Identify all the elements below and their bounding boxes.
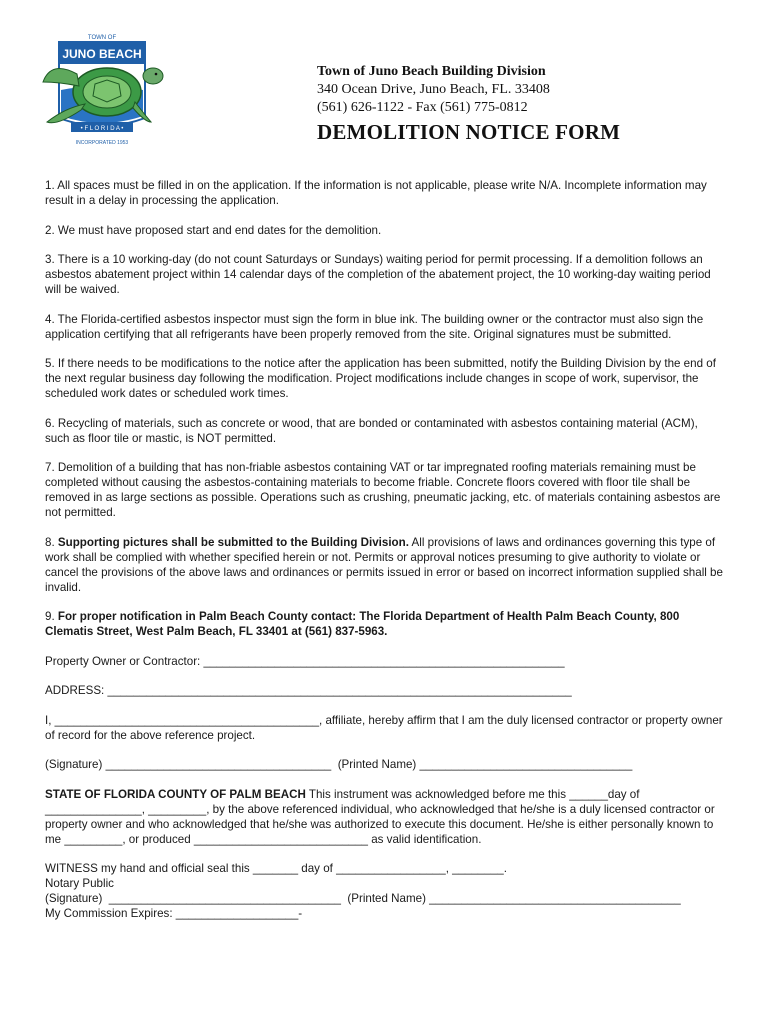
instruction-8-text: All provisions of laws and ordinances governing this type of work shall be complied with whether specified herein or not. Permits or approval notices presuming to give authority to violate or cancel the provisions of the above laws and ordinances or permits issued in error or based on incorrect information supplied shall be invalid. (45, 535, 723, 594)
state-acknowledgement (45, 787, 725, 847)
town-logo (37, 30, 167, 150)
owner-contractor-field[interactable]: Property Owner or Contractor: ________________________________________________________ (45, 654, 565, 668)
page-title: DEMOLITION NOTICE FORM (317, 120, 621, 144)
notary-signature-field[interactable]: (Signature) ____________________________________ (Printed Name) _______________________________________ (45, 892, 681, 905)
form-header (317, 62, 737, 145)
instruction-2: 2. We must have proposed start and end dates for the demolition. (45, 223, 382, 237)
logo-state-text: • F L O R I D A • (80, 126, 124, 132)
org-address: 340 Ocean Drive, Juno Beach, FL. 33408 (317, 82, 550, 97)
instruction-8-number: 8. (45, 535, 58, 549)
instruction-9-number: 9. (45, 610, 58, 623)
commission-expires-field[interactable]: My Commission Expires: ___________________- (45, 907, 303, 920)
affirmation-field[interactable]: I, _________________________________________, affiliate, hereby affirm that I am the duly licensed contractor or property owner of record for the above reference project. (45, 713, 726, 742)
address-field[interactable]: ADDRESS: ________________________________________________________________________ (45, 684, 572, 697)
instruction-5: 5. If there needs to be modifications to the notice after the application has been submitted, notify the Building Division by the end of the next regular business day following the modification. Project modifications include changes in scope of work, supervisor, the scheduled work dates or scheduled work times. (45, 357, 716, 400)
org-name: Town of Juno Beach Building Division (317, 64, 546, 79)
notary-public-label: Notary Public (45, 877, 114, 890)
form-body (45, 178, 725, 921)
instruction-9-bold: For proper notification in Palm Beach County contact: The Florida Department of Health Palm Beach County, 800 Clematis Street, West Palm Beach, FL 33401 at (561) 837-5963. (45, 610, 680, 638)
instruction-6: 6. Recycling of materials, such as concrete or wood, that are bonded or contaminated with asbestos containing material (ACM), such as floor tile or mastic, is NOT permitted. (45, 416, 698, 445)
logo-name-text: JUNO BEACH (62, 47, 142, 61)
instruction-1: 1. All spaces must be filled in on the application. If the information is not applicable, please write N/A. Incomplete information may result in a delay in processing the application. (45, 179, 707, 207)
state-acknowledgement-text[interactable]: This instrument was acknowledged before me this ______day of _______________, _________, by the above referenced individual, who acknowledged that he/she is a duly licensed contractor or property owner and who acknowledged that he/she was authorized to execute this document. He/she is either personally known to me _________, or produced ___________________________ as valid identification. (45, 787, 715, 846)
instruction-4: 4. The Florida-certified asbestos inspector must sign the form in blue ink. The building owner or the contractor must also sign the application certifying that all refrigerants have been properly removed from the site. Original signatures must be submitted. (45, 312, 704, 341)
instruction-8 (45, 535, 725, 595)
signature-field[interactable]: (Signature) ___________________________________ (Printed Name) _________________________________ (45, 758, 633, 771)
instruction-8-bold: Supporting pictures shall be submitted to the Building Division. (57, 535, 409, 549)
instruction-3: 3. There is a 10 working-day (do not count Saturdays or Sundays) waiting period for permit processing. If a demolition follows an asbestos abatement project within 14 calendar days of the completion of the abatement project, the 10 working-day waiting period will be waived. (45, 253, 711, 296)
instruction-7: 7. Demolition of a building that has non-friable asbestos containing VAT or tar impregnated roofing materials remaining must be completed without causing the asbestos-containing materials to become friable. Concrete floors covered with floor tile shall be removed in as large sections as possible. Operations such as crushing, pneumatic jacking, etc. of materials containing asbestos are not permitted. (45, 461, 721, 519)
logo-incorporated-text: INCORPORATED 1953 (75, 140, 129, 146)
notary-block (45, 861, 725, 921)
org-phone: (561) 626-1122 - Fax (561) 775-0812 (317, 100, 528, 115)
logo-top-text: TOWN OF (87, 35, 117, 41)
juno-beach-seal-icon (37, 30, 167, 150)
witness-field[interactable]: WITNESS my hand and official seal this _______ day of _________________, ________. (45, 862, 507, 875)
instruction-9 (45, 609, 725, 639)
state-county-label: STATE OF FLORIDA COUNTY OF PALM BEACH (45, 787, 306, 801)
